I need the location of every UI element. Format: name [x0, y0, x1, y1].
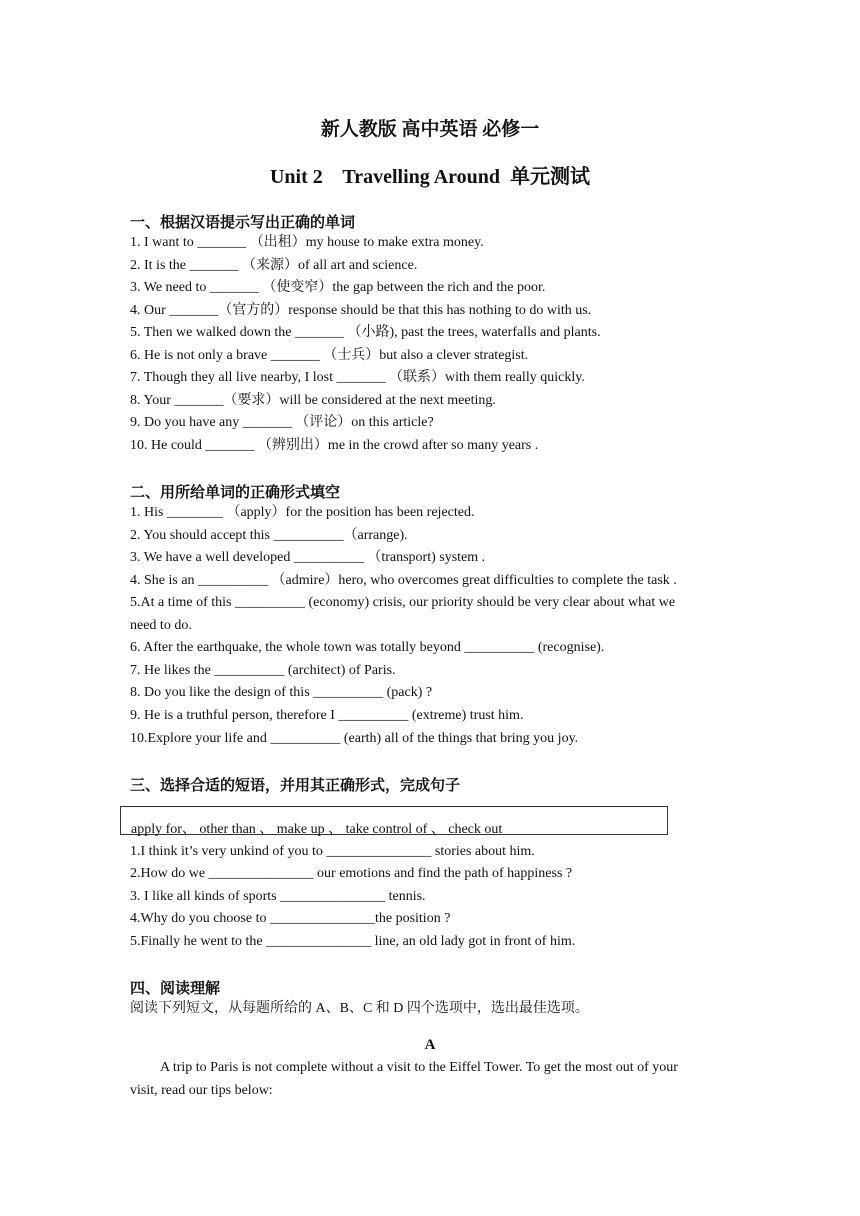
- section2-item-10: 10.Explore your life and __________ (earth) all of the things that bring you joy.: [130, 731, 579, 746]
- phrase-box-text: apply for、 other than 、 make up 、 take control of 、 check out: [131, 822, 503, 837]
- passage-line-2: visit, read our tips below:: [130, 1083, 273, 1098]
- section3-item-2: 2.How do we _______________ our emotions and find the path of happiness ?: [130, 866, 573, 881]
- section3-item-5: 5.Finally he went to the _______________ line, an old lady got in front of him.: [130, 934, 576, 949]
- section1-item-10: 10. He could _______ （辨别出）me in the crowd after so many years .: [130, 438, 539, 453]
- section2-item-7: 7. He likes the __________ (architect) of Paris.: [130, 663, 396, 678]
- section2-item-5: 5.At a time of this __________ (economy) crisis, our priority should be very clear about what we: [130, 595, 676, 610]
- section3-item-1: 1.I think it’s very unkind of you to _______________ stories about him.: [130, 844, 535, 859]
- document-title: 新人教版 高中英语 必修一: [320, 119, 540, 140]
- document-subtitle: Unit 2 Travelling Around 单元测试: [269, 166, 591, 188]
- section2-item-1: 1. His ________ （apply）for the position has been rejected.: [130, 505, 475, 520]
- section1-item-3: 3. We need to _______ （使变窄）the gap between the rich and the poor.: [130, 280, 546, 295]
- section4-instruction: 阅读下列短文，从每题所给的 A、B、C 和 D 四个选项中，选出最佳选项。: [130, 1001, 589, 1016]
- section1-item-8: 8. Your _______（要求）will be considered at the next meeting.: [130, 393, 496, 408]
- section2-item-9: 9. He is a truthful person, therefore I __________ (extreme) trust him.: [130, 708, 524, 723]
- phrase-box: [120, 806, 668, 835]
- section2-item-6: 6. After the earthquake, the whole town was totally beyond __________ (recognise).: [130, 640, 605, 655]
- passage-line-1: A trip to Paris is not complete without a visit to the Eiffel Tower. To get the most out of your: [160, 1060, 678, 1075]
- section2-item-2: 2. You should accept this __________（arrange).: [130, 528, 408, 543]
- passage-label: A: [424, 1037, 436, 1053]
- section1-item-2: 2. It is the _______ （来源）of all art and science.: [130, 258, 418, 273]
- section1-item-7: 7. Though they all live nearby, I lost _______ （联系）with them really quickly.: [130, 370, 585, 385]
- section1-item-4: 4. Our _______（官方的）response should be that this has nothing to do with us.: [130, 303, 592, 318]
- section1-item-6: 6. He is not only a brave _______ （士兵）but also a clever strategist.: [130, 348, 529, 363]
- section3-heading: 三、选择合适的短语，并用其正确形式，完成句子: [130, 778, 461, 794]
- section3-item-4: 4.Why do you choose to _______________the position ?: [130, 911, 451, 926]
- section2-heading: 二、用所给单词的正确形式填空: [130, 485, 341, 501]
- section1-heading: 一、根据汉语提示写出正确的单词: [130, 215, 356, 231]
- section1-item-9: 9. Do you have any _______ （评论）on this article?: [130, 415, 434, 430]
- section4-heading: 四、阅读理解: [130, 981, 221, 997]
- section3-item-3: 3. I like all kinds of sports _______________ tennis.: [130, 889, 426, 904]
- section2-item-4: 4. She is an __________ （admire）hero, who overcomes great difficulties to complete the task .: [130, 573, 677, 588]
- section1-item-5: 5. Then we walked down the _______ （小路), past the trees, waterfalls and plants.: [130, 325, 601, 340]
- section1-item-1: 1. I want to _______ （出租）my house to make extra money.: [130, 235, 484, 250]
- section2-item-3: 3. We have a well developed __________ （transport) system .: [130, 550, 486, 565]
- section2-item-5-cont: need to do.: [130, 618, 192, 633]
- section2-item-8: 8. Do you like the design of this __________ (pack) ?: [130, 685, 433, 700]
